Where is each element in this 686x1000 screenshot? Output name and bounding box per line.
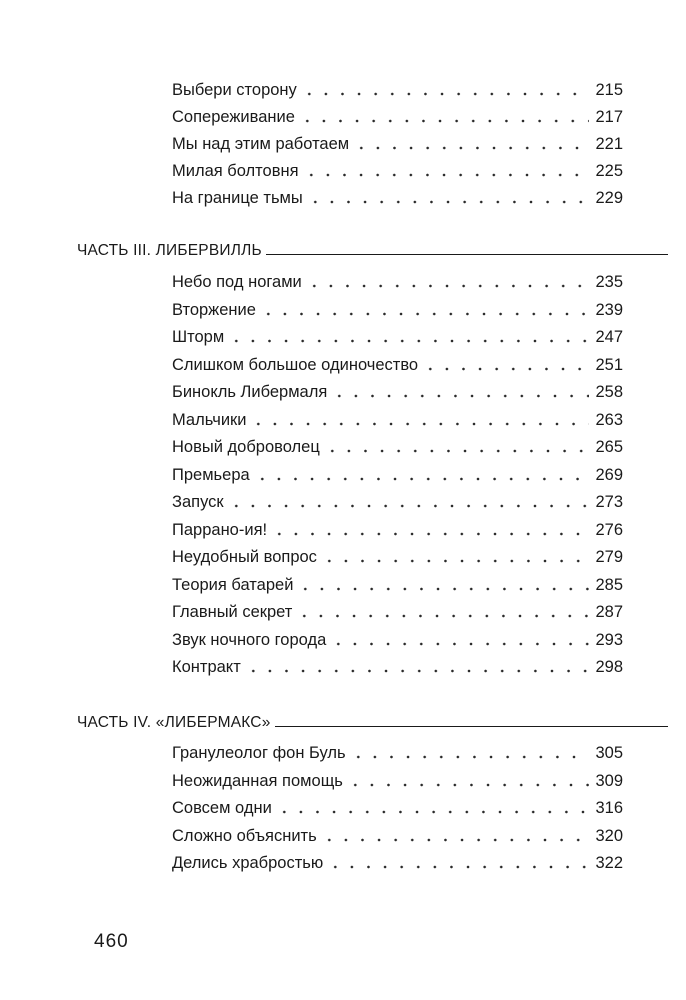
toc-entry-title: Неожиданная помощь [172,771,343,790]
toc-entry-page: 276 [595,520,623,539]
toc-entry-page: 221 [595,135,623,153]
toc-entry-page: 225 [595,162,623,180]
toc-entry [172,266,623,292]
toc-entry-title: Совсем одни [172,799,272,817]
dot-leader [321,559,590,563]
dot-leader [303,173,590,177]
toc-entry-page: 229 [595,189,623,207]
toc-entry-title: Слишком большое одиночество [172,355,419,374]
toc-entry [172,431,623,457]
toc-entry-page: 285 [595,575,623,594]
toc-entry-page: 309 [595,771,623,790]
part-heading [77,237,668,261]
toc-entry-title: Делись храбростью [172,854,324,872]
toc-entry [172,596,623,622]
toc-entry [172,294,623,320]
toc-entry-page: 279 [595,548,623,566]
toc-entry [172,404,623,430]
toc-entry [172,847,623,873]
toc-entry-page: 251 [595,355,623,374]
toc-entry [172,321,623,347]
toc-entry-title: Сложно объяснить [172,826,317,845]
page-number: 460 [94,931,129,952]
dot-leader [260,312,590,316]
dot-leader [331,394,589,398]
dot-leader [353,146,589,150]
toc-entry [172,155,623,181]
toc-entry-page: 215 [595,81,623,99]
toc-entry-page: 273 [595,493,623,511]
toc-entry-title: На границе тьмы [172,189,303,207]
toc-entry [172,376,623,402]
toc-entry [172,569,623,595]
toc-entry-title: Мальчики [172,410,247,429]
dot-leader [296,614,589,618]
toc-entry [172,514,623,540]
toc-entry-title: Новый доброволец [172,438,320,456]
toc-entry-page: 265 [595,438,623,456]
dot-leader [422,367,589,371]
toc-entry-title: Запуск [172,493,224,511]
toc-entry-title: Бинокль Либермаля [172,383,328,401]
toc-entry-page: 235 [595,273,623,291]
toc-entry-title: Паррано-ия! [172,520,268,539]
part-heading-rule [266,254,668,255]
toc-entry [172,459,623,485]
toc-entry [172,765,623,791]
dot-leader [276,810,590,814]
toc-entry-title: Выбери сторону [172,81,297,99]
toc-entry [172,486,623,512]
dot-leader [299,119,590,123]
toc-entry-title: Сопереживание [172,108,295,126]
toc-entry-page: 258 [595,383,623,401]
dot-leader [254,477,590,481]
toc-entry-title: Премьера [172,465,250,484]
toc-entry-title: Вторжение [172,300,256,319]
dot-leader [306,284,590,288]
toc-entry [172,651,623,677]
dot-leader [350,755,590,759]
dot-leader [307,200,590,204]
toc-entry-title: Звук ночного города [172,630,327,649]
toc-entry-title: Небо под ногами [172,273,302,291]
toc-entry [172,624,623,650]
toc-entry-title: Мы над этим работаем [172,135,350,153]
part-heading-title: ЧАСТЬ IV. «ЛИБЕРМАКС» [77,714,271,731]
toc-entry-page: 247 [595,328,623,346]
part-heading [77,709,668,733]
toc-entry-page: 322 [595,854,623,872]
toc-entry-page: 293 [595,630,623,649]
dot-leader [327,865,589,869]
toc-entry-title: Шторм [172,328,225,346]
dot-leader [250,422,589,426]
toc-entry [172,349,623,375]
toc-entry-page: 287 [595,603,623,621]
toc-entry-title: Неудобный вопрос [172,548,317,566]
toc-entry-title: Гранулеолог фон Буль [172,744,346,762]
toc-entry [172,74,623,100]
toc-entry-page: 239 [595,300,623,319]
dot-leader [330,642,589,646]
part-heading-rule [275,726,668,727]
toc-entry [172,792,623,818]
dot-leader [324,449,590,453]
toc-entry [172,128,623,154]
dot-leader [297,587,589,591]
toc-entry-page: 305 [595,744,623,762]
toc-entry [172,737,623,763]
toc-entry-page: 298 [595,658,623,676]
toc-entry [172,820,623,846]
toc-entry-title: Теория батарей [172,575,294,594]
toc-entry-title: Главный секрет [172,603,293,621]
toc-entry-page: 263 [595,410,623,429]
toc-entry-page: 217 [595,108,623,126]
toc-entry [172,182,623,208]
dot-leader [228,504,590,508]
toc-entry [172,101,623,127]
toc-entry-page: 269 [595,465,623,484]
toc-entry-page: 316 [595,799,623,817]
toc-entry-page: 320 [595,826,623,845]
toc-entry-title: Контракт [172,658,241,676]
toc-entry-title: Милая болтовня [172,162,299,180]
dot-leader [347,783,590,787]
dot-leader [271,532,589,536]
part-heading-title: ЧАСТЬ III. ЛИБЕРВИЛЛЬ [77,242,262,259]
dot-leader [321,838,590,842]
dot-leader [245,669,590,673]
toc-entry [172,541,623,567]
dot-leader [228,339,589,343]
dot-leader [301,92,590,96]
